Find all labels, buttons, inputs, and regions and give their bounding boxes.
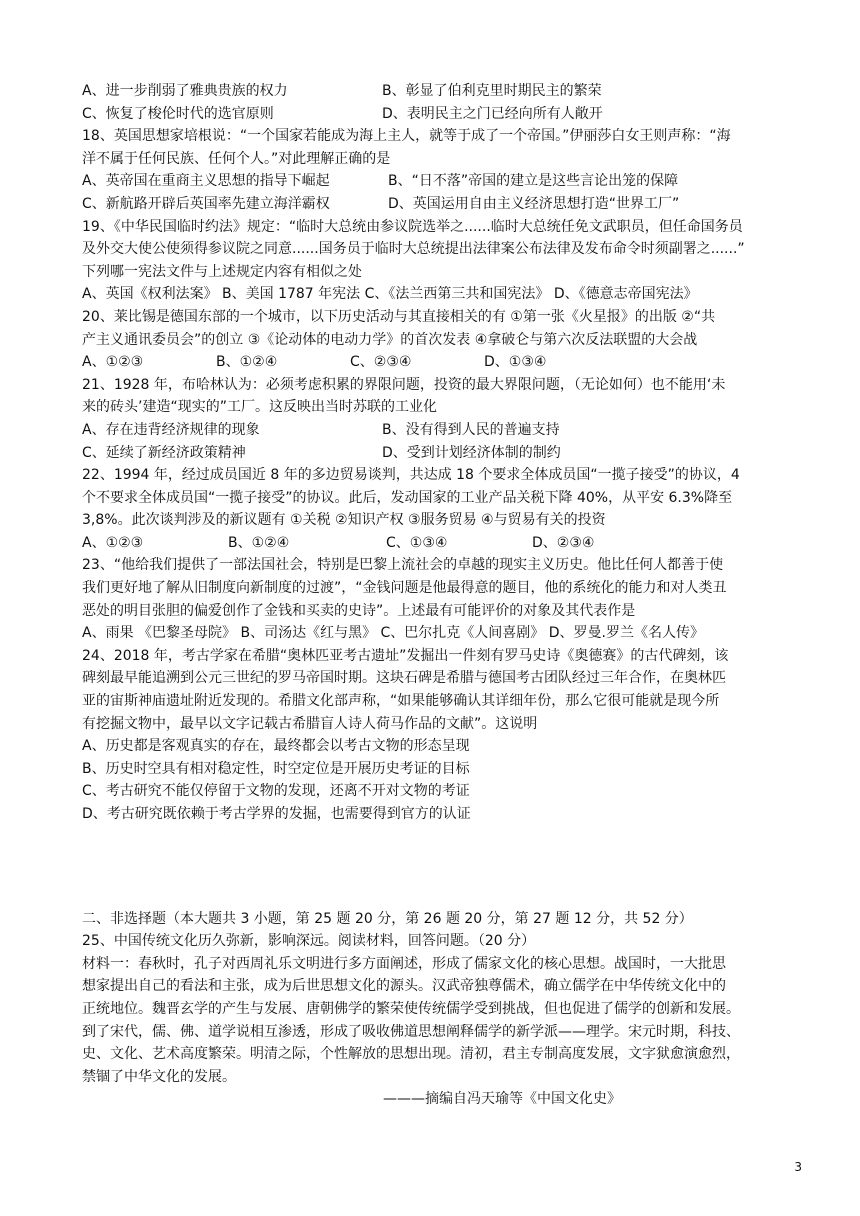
- q22-option-a: A、①②③: [82, 534, 144, 551]
- q22-options: [82, 532, 782, 555]
- page-number: 3: [794, 1160, 802, 1174]
- q22-stem-line2: 个不要求全体成员国“一揽子接受”的协议。此后，发动国家的工业产品关税下降 40%，从平安 6.3%降至: [82, 489, 733, 506]
- material1-source: ———摘编自冯天瑜等《中国文化史》: [383, 1091, 621, 1108]
- page-content: [82, 80, 782, 1111]
- q17-option-a: A、进一步削弱了雅典贵族的权力: [82, 83, 288, 99]
- q21-stem-line2: 来的砖头’建造“现实的”工厂。这反映出当时苏联的工业化: [82, 399, 437, 416]
- material1-line5: 史、文化、艺术高度繁荣。明清之际，个性解放的思想出现。清初，君主专制高度发展，文字狱愈演愈烈，: [82, 1046, 740, 1063]
- q23-stem-line3: 恶处的明目张胆的偏爱创作了金钱和买卖的史诗”。上述最有可能评价的对象及其代表作是: [82, 602, 636, 619]
- q17-options-row1: [82, 80, 782, 103]
- q19-stem-line3: 下列哪一宪法文件与上述规定内容有相似之处: [82, 263, 362, 280]
- q20-stem-line1: 20、莱比锡是德国东部的一个城市，以下历史活动与其直接相关的有 ①第一张《火星报》的出版 ②“共: [82, 308, 716, 325]
- q17-option-d: D、表明民主之门已经向所有人敞开: [382, 105, 603, 122]
- q19-stem-line1: 19、《中华民国临时约法》规定：“临时大总统由参议院选举之......临时大总统任免文武职员，但任命国务员: [82, 218, 743, 235]
- q23-stem-line2: 我们更好地了解从旧制度向新制度的过渡”，“金钱问题是他最得意的题目，他的系统化的能力和对人类丑: [82, 580, 727, 597]
- q24-stem-line2: 碑刻最早能追溯到公元三世纪的罗马帝国时期。这块石碑是希腊与德国考古团队经过三年合作，在奥林匹: [82, 670, 726, 687]
- q21-option-d: D、受到计划经济体制的制约: [382, 444, 561, 461]
- q24-option-d: D、考古研究既依赖于考古学界的发掘，也需要得到官方的认证: [82, 806, 471, 822]
- q20-option-b: B、①②④: [216, 354, 278, 371]
- q24-option-c: C、考古研究不能仅停留于文物的发现，还离不开对文物的考证: [82, 783, 470, 800]
- q22-stem-line1: 22、1994 年，经过成员国近 8 年的多边贸易谈判，共达成 18 个要求全体成员国“一揽子接受”的协议，4: [82, 467, 740, 484]
- q22-option-b: B、①②④: [228, 534, 290, 551]
- q25-stem: 25、中国传统文化历久弥新，影响深远。阅读材料，回答问题。（20 分）: [82, 933, 536, 950]
- q22-option-c: C、①③④: [386, 534, 448, 551]
- q19-stem-line2: 及外交大使公使须得参议院之同意......国务员于临时大总统提出法律案公布法律及发布命令时须副署之......”: [82, 241, 745, 258]
- q21-option-c: C、延续了新经济政策精神: [82, 444, 246, 461]
- q18-option-d: D、英国运用自由主义经济思想打造“世界工厂”: [388, 195, 680, 212]
- material1-line3: 正统地位。魏晋玄学的产生与发展、唐朝佛学的繁荣使传统儒学受到挑战，但也促进了儒学的创新和发展。: [82, 1000, 740, 1017]
- q22-option-d: D、②③④: [532, 534, 595, 551]
- q22-stem-line3: 3,8%。此次谈判涉及的新议题有 ①关税 ②知识产权 ③服务贸易 ④与贸易有关的投资: [82, 512, 606, 529]
- q18-option-b: B、“日不落”帝国的建立是这些言论出笼的保障: [388, 173, 679, 190]
- q20-option-a: A、①②③: [82, 354, 144, 371]
- q23-options: A、雨果 《巴黎圣母院》 B、司汤达《红与黑》 C、巴尔扎克《人间喜剧》 D、罗曼.罗兰《名人传》: [82, 625, 704, 642]
- q20-option-c: C、②③④: [350, 354, 412, 371]
- q21-stem-line1: 21、1928 年，布哈林认为：必须考虑积累的界限问题，投资的最大界限问题，（无论如何）也不能用‘未: [82, 376, 726, 393]
- q23-stem-line1: 23、“他给我们提供了一部法国社会，特别是巴黎上流社会的卓越的现实主义历史。他比任何人都善于使: [82, 557, 724, 574]
- q17-options-row2: [82, 103, 782, 126]
- q21-option-b: B、没有得到人民的普遍支持: [382, 421, 560, 438]
- q20-options: [82, 351, 782, 374]
- q18-stem-line1: 18、英国思想家培根说：“一个国家若能成为海上主人，就等于成了一个帝国。”伊丽莎白女王则声称：“海: [82, 128, 731, 145]
- q24-stem-line3: 亚的宙斯神庙遗址附近发现的。希腊文化部声称，“如果能够确认其详细年份，那么它很可能就是现今所: [82, 693, 720, 710]
- q24-stem-line4: 有挖掘文物中，最早以文字记载古希腊盲人诗人荷马作品的文献”。这说明: [82, 715, 538, 732]
- q18-option-a: A、英帝国在重商主义思想的指导下崛起: [82, 173, 330, 190]
- material1-line2: 想家提出自己的看法和主张，成为后世思想文化的源头。汉武帝独尊儒术，确立儒学在中华传统文化中的: [82, 978, 726, 995]
- q20-option-d: D、①③④: [484, 354, 547, 371]
- material1-line6: 禁锢了中华文化的发展。: [82, 1068, 236, 1085]
- q17-option-c: C、恢复了梭伦时代的选官原则: [82, 105, 274, 122]
- material1-line4: 到了宋代，儒、佛、道学说相互渗透，形成了吸收佛道思想阐释儒学的新学派——理学。宋元时期，科技、: [82, 1023, 740, 1040]
- q18-option-c: C、新航路开辟后英国率先建立海洋霸权: [82, 195, 330, 212]
- q21-options-row2: [82, 442, 782, 465]
- q20-stem-line2: 产主义通讯委员会”的创立 ③《论动体的电动力学》的首次发表 ④拿破仑与第六次反法联盟的大会战: [82, 331, 698, 348]
- q19-options: A、英国《权利法案》 B、美国 1787 年宪法 C、《法兰西第三共和国宪法》 D、《德意志帝国宪法》: [82, 286, 698, 303]
- material1-line1: 材料一：春秋时，孔子对西周礼乐文明进行多方面阐述，形成了儒家文化的核心思想。战国时，一大批思: [82, 955, 726, 972]
- q24-option-a: A、历史都是客观真实的存在，最终都会以考古文物的形态呈现: [82, 738, 470, 755]
- q18-stem-line2: 洋不属于任何民族、任何个人。”对此理解正确的是: [82, 150, 391, 167]
- section-gap: [82, 826, 782, 908]
- q21-options-row1: [82, 419, 782, 442]
- section2-heading: 二、非选择题（本大题共 3 小题，第 25 题 20 分，第 26 题 20 分，第 27 题 12 分，共 52 分）: [82, 910, 693, 927]
- q17-option-b: B、彰显了伯利克里时期民主的繁荣: [382, 83, 602, 99]
- q24-stem-line1: 24、2018 年，考古学家在希腊“奥林匹亚考古遗址”发掘出一件刻有罗马史诗《奥德赛》的古代碑刻，该: [82, 647, 729, 664]
- q18-options-row1: [82, 170, 782, 193]
- q21-option-a: A、存在违背经济规律的现象: [82, 421, 260, 438]
- q24-option-b: B、历史时空具有相对稳定性，时空定位是开展历史考证的目标: [82, 760, 470, 777]
- q18-options-row2: [82, 193, 782, 216]
